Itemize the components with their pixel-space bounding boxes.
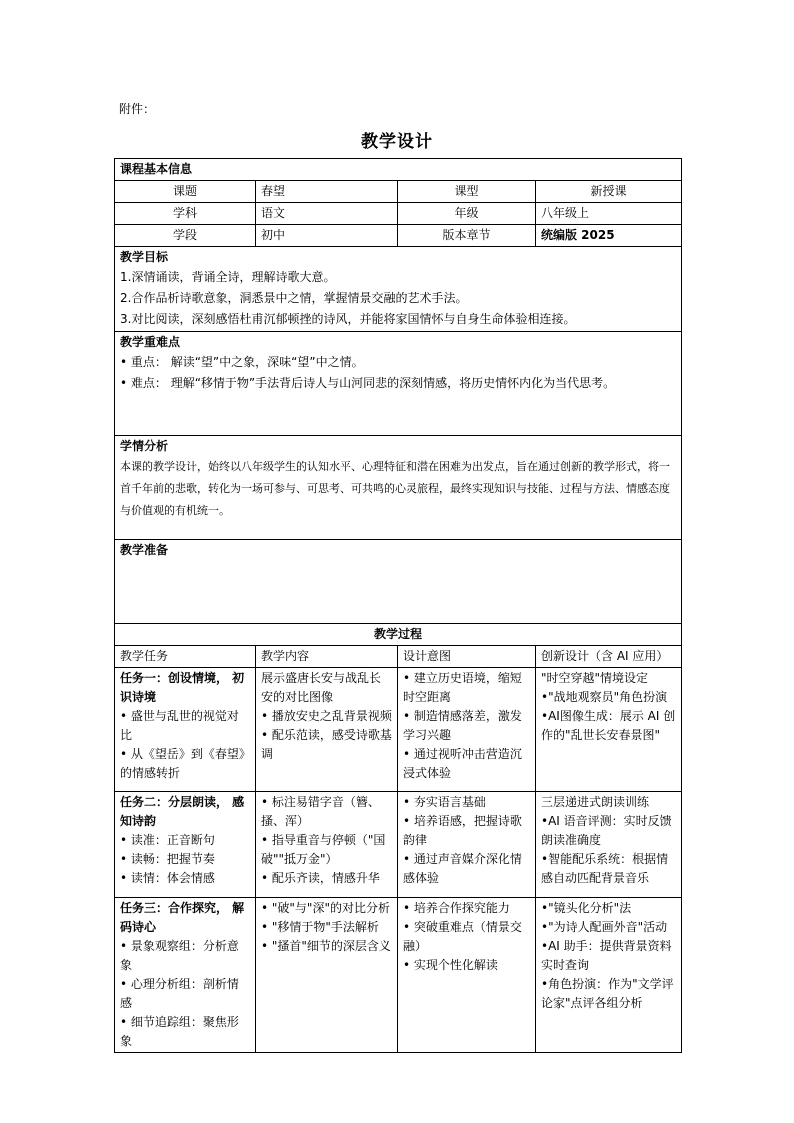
column-header: 教学任务 xyxy=(115,646,256,668)
task-item: • 从《望岳》到《春望》的情感转折 xyxy=(120,747,245,780)
innovation-cell xyxy=(536,792,682,898)
info-label: 学科 xyxy=(115,203,256,225)
content-cell xyxy=(256,668,398,792)
key-points-section xyxy=(115,332,682,436)
task-item: • 读情：体会情感 xyxy=(120,871,215,885)
intent-item: • 实现个性化解读 xyxy=(403,958,498,972)
task-item: • 读准：正音断句 xyxy=(120,833,215,847)
innovation-item: •"战地观察员"角色扮演 xyxy=(541,690,668,704)
innovation-item: •角色扮演：作为"文学评论家"点评各组分析 xyxy=(541,977,674,1010)
info-value: 春望 xyxy=(256,181,398,203)
objectives-heading: 教学目标 xyxy=(120,250,169,264)
attachment-label: 附件： xyxy=(119,102,156,116)
basic-info-row xyxy=(115,181,682,203)
preparation-heading: 教学准备 xyxy=(120,543,169,557)
intent-item: • 通过视听冲击营造沉浸式体验 xyxy=(403,747,522,780)
task-item: • 景象观察组：分析意象 xyxy=(120,939,239,972)
content-cell xyxy=(256,898,398,1053)
objectives-section xyxy=(115,247,682,332)
column-header: 教学内容 xyxy=(256,646,398,668)
intent-item: • 制造情感落差，激发学习兴趣 xyxy=(403,709,522,742)
basic-info-row xyxy=(115,225,682,247)
analysis-section xyxy=(115,436,682,540)
analysis-text: 本课的教学设计，始终以八年级学生的认知水平、心理特征和潜在困难为出发点，旨在通过创新的教学形式，将一首千年前的悲歌，转化为一场可参与、可思考、可共鸣的心灵旅程，最终实现知识与技能、过程与方法、情感态度与价值观的有机统一。 xyxy=(120,460,670,517)
key-points-heading: 教学重难点 xyxy=(120,335,181,349)
content-item: • "搔首"细节的深层含义 xyxy=(261,939,391,953)
basic-info-heading: 课程基本信息 xyxy=(115,159,682,181)
info-value: 统编版 2025 xyxy=(536,225,682,247)
intent-cell xyxy=(398,792,536,898)
content-item: • 配乐范读，感受诗歌基调 xyxy=(261,728,392,761)
innovation-item: •AI 助手：提供背景资料实时查询 xyxy=(541,939,672,972)
analysis-heading: 学情分析 xyxy=(120,439,169,453)
innovation-item: "时空穿越"情境设定 xyxy=(541,671,649,685)
process-row xyxy=(115,898,682,1053)
innovation-item: •智能配乐系统：根据情感自动匹配背景音乐 xyxy=(541,852,669,885)
info-label: 年级 xyxy=(398,203,536,225)
intent-cell xyxy=(398,668,536,792)
intent-item: • 夯实语言基础 xyxy=(403,795,486,809)
objective-item: 1.深情诵读，背诵全诗，理解诗歌大意。 xyxy=(120,270,336,284)
objective-item: 2.合作品析诗歌意象，洞悉景中之情，掌握情景交融的艺术手法。 xyxy=(120,291,468,305)
task-cell xyxy=(115,792,256,898)
column-header: 设计意图 xyxy=(398,646,536,668)
task-item: • 读畅：把握节奏 xyxy=(120,852,215,866)
intent-item: • 突破重难点（情景交融） xyxy=(403,920,522,953)
content-item: • 指导重音与停顿（"国破""抵万金"） xyxy=(261,833,386,866)
innovation-item: •"镜头化分析"法 xyxy=(541,901,632,915)
innovation-cell xyxy=(536,668,682,792)
innovation-item: 三层递进式朗读训练 xyxy=(541,795,650,809)
process-heading: 教学过程 xyxy=(115,624,682,646)
task-title: 任务三：合作探究， 解码诗心 xyxy=(120,901,245,934)
intent-item: • 建立历史语境，缩短时空距离 xyxy=(403,671,522,704)
task-title: 任务二：分层朗读， 感知诗韵 xyxy=(120,795,245,828)
task-item: • 细节追踪组：聚焦形象 xyxy=(120,1015,239,1048)
column-header: 创新设计（含 AI 应用） xyxy=(536,646,682,668)
innovation-item: •AI 语音评测：实时反馈朗读准确度 xyxy=(541,814,672,847)
process-column-headers xyxy=(115,646,682,668)
info-label: 版本章节 xyxy=(398,225,536,247)
basic-info-row xyxy=(115,203,682,225)
preparation-section xyxy=(115,540,682,624)
info-value: 八年级上 xyxy=(536,203,682,225)
info-label: 课题 xyxy=(115,181,256,203)
key-point-item: • 重点： 解读“望”中之象，深味“望”中之情。 xyxy=(120,355,364,369)
content-item: • 播放安史之乱背景视频 xyxy=(261,709,392,723)
innovation-cell xyxy=(536,898,682,1053)
objective-item: 3.对比阅读，深刻感悟杜甫沉郁顿挫的诗风，并能将家国情怀与自身生命体验相连接。 xyxy=(120,312,576,326)
intent-item: • 培养语感，把握诗歌韵律 xyxy=(403,814,522,847)
task-item: • 心理分析组：剖析情感 xyxy=(120,977,239,1010)
difficult-point-item: • 难点： 理解“移情于物”手法背后诗人与山河同悲的深刻情感，将历史情怀内化为当代思考。 xyxy=(120,376,616,390)
lesson-design-table xyxy=(114,158,682,1053)
content-cell xyxy=(256,792,398,898)
info-value: 初中 xyxy=(256,225,398,247)
content-item: • 配乐齐读，情感升华 xyxy=(261,871,380,885)
task-cell xyxy=(115,668,256,792)
process-row xyxy=(115,668,682,792)
intent-item: • 培养合作探究能力 xyxy=(403,901,510,915)
info-label: 学段 xyxy=(115,225,256,247)
task-title: 任务一：创设情境， 初识诗境 xyxy=(120,671,245,704)
info-value: 语文 xyxy=(256,203,398,225)
task-item: • 盛世与乱世的视觉对比 xyxy=(120,709,239,742)
info-value: 新授课 xyxy=(536,181,682,203)
innovation-item: •"为诗人配画外音"活动 xyxy=(541,920,668,934)
task-cell xyxy=(115,898,256,1053)
content-item: • "移情于物"手法解析 xyxy=(261,920,379,934)
info-label: 课型 xyxy=(398,181,536,203)
innovation-item: •AI图像生成：展示 AI 创作的"乱世长安春景图" xyxy=(541,709,676,742)
content-item: 展示盛唐长安与战乱长安的对比图像 xyxy=(261,671,382,704)
content-item: • "破"与"深"的对比分析 xyxy=(261,901,390,915)
intent-cell xyxy=(398,898,536,1053)
intent-item: • 通过声音媒介深化情感体验 xyxy=(403,852,522,885)
content-item: • 标注易错字音（簪、搔、浑） xyxy=(261,795,380,828)
document-title: 教学设计 xyxy=(361,132,433,152)
process-row xyxy=(115,792,682,898)
